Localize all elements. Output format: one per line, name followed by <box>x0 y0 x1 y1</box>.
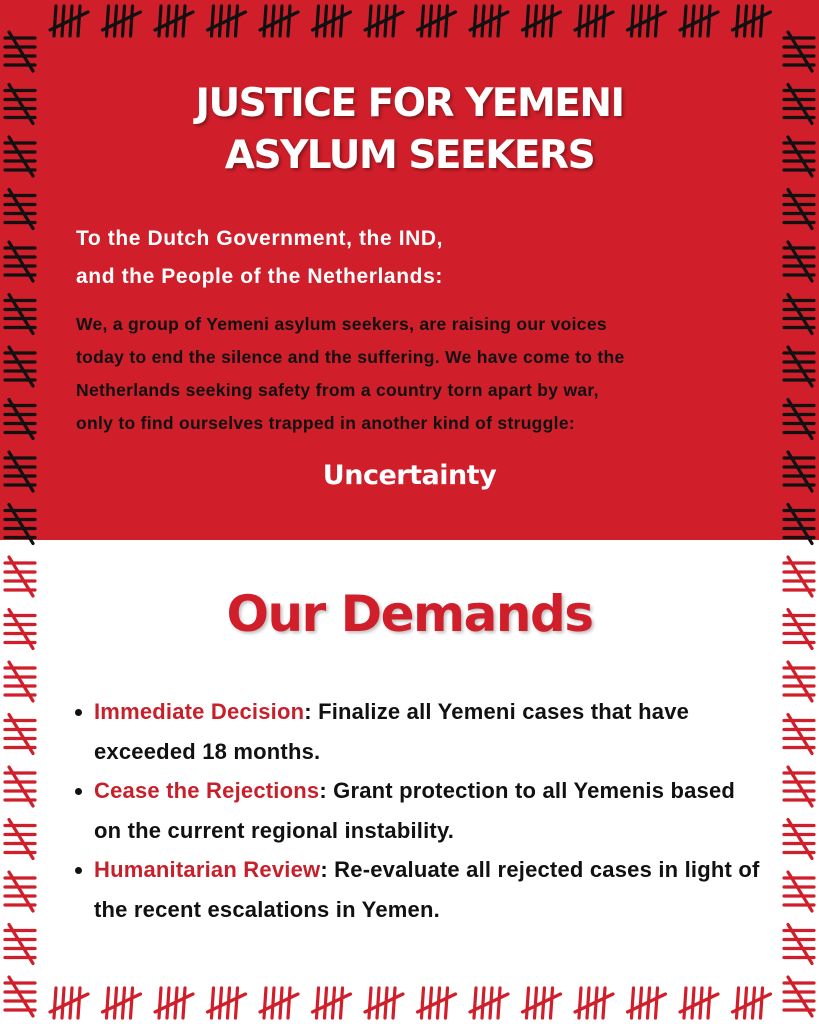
tally-mark-group <box>784 662 814 701</box>
tally-mark-group <box>680 988 718 1018</box>
tally-mark-group <box>784 872 814 911</box>
demand-label: Cease the Rejections <box>94 778 320 803</box>
tally-mark-group <box>784 925 814 964</box>
tally-mark-group <box>103 6 141 36</box>
tally-mark-group <box>784 715 814 754</box>
intro-line: Netherlands seeking safety from a country torn apart by war, <box>76 380 599 400</box>
tally-mark-group <box>784 242 814 281</box>
tally-mark-group <box>628 6 666 36</box>
salutation <box>76 220 443 296</box>
tally-mark-group <box>575 6 613 36</box>
demand-label: Humanitarian Review <box>94 857 321 882</box>
tally-mark-group <box>5 925 35 964</box>
tally-mark-group <box>5 347 35 386</box>
tally-mark-group <box>523 988 561 1018</box>
tally-mark-group <box>628 988 666 1018</box>
tally-mark-group <box>155 6 193 36</box>
tally-mark-group <box>680 6 718 36</box>
tally-mark-group <box>208 6 246 36</box>
emphasis-word: Uncertainty <box>322 460 497 491</box>
tally-mark-group <box>5 820 35 859</box>
demands-heading: Our Demands <box>226 585 593 643</box>
demand-item <box>75 850 765 929</box>
tally-mark-group <box>5 715 35 754</box>
tally-mark-group <box>5 400 35 439</box>
tally-mark-group <box>733 6 771 36</box>
tally-mark-group <box>103 988 141 1018</box>
demand-text: : Finalize all Yemeni cases that have exceeded 18 months. <box>94 699 690 764</box>
tally-mark-group <box>5 505 35 544</box>
tally-mark-group <box>784 767 814 806</box>
tally-mark-group <box>784 505 814 544</box>
tally-mark-group <box>365 988 403 1018</box>
tally-mark-group <box>5 977 35 1016</box>
tally-mark-group <box>155 988 193 1018</box>
intro-line: today to end the silence and the suffering. We have come to the <box>76 347 625 367</box>
bullet-icon <box>75 788 82 795</box>
tally-mark-group <box>5 242 35 281</box>
intro-line: We, a group of Yemeni asylum seekers, are raising our voices <box>76 314 607 334</box>
tally-mark-group <box>313 6 351 36</box>
tally-mark-group <box>260 6 298 36</box>
intro-paragraph <box>76 308 766 440</box>
salutation-line: To the Dutch Government, the IND, <box>76 227 444 250</box>
tally-mark-group <box>50 6 88 36</box>
demand-item <box>75 771 765 850</box>
tally-mark-group <box>784 190 814 229</box>
tally-mark-group <box>5 32 35 71</box>
demand-text: : Grant protection to all Yemenis based on the current regional instability. <box>94 778 736 843</box>
tally-mark-group <box>50 988 88 1018</box>
demand-text: : Re-evaluate all rejected cases in light of the recent escalations in Yemen. <box>94 857 760 922</box>
tally-mark-group <box>575 988 613 1018</box>
tally-mark-group <box>523 6 561 36</box>
tally-mark-group <box>784 820 814 859</box>
demands-list <box>75 692 765 929</box>
bullet-icon <box>75 709 82 716</box>
intro-line: only to find ourselves trapped in another kind of struggle: <box>76 413 575 433</box>
tally-mark-group <box>208 988 246 1018</box>
tally-mark-group <box>784 32 814 71</box>
tally-mark-group <box>5 767 35 806</box>
tally-mark-group <box>5 190 35 229</box>
tally-mark-group <box>470 988 508 1018</box>
tally-mark-group <box>365 6 403 36</box>
tally-mark-group <box>313 988 351 1018</box>
demand-label: Immediate Decision <box>94 699 305 724</box>
tally-mark-group <box>784 347 814 386</box>
title-line: JUSTICE FOR YEMENI <box>195 81 624 126</box>
tally-mark-group <box>5 662 35 701</box>
salutation-line: and the People of the Netherlands: <box>76 265 443 288</box>
tally-mark-group <box>784 977 814 1016</box>
tally-mark-group <box>260 988 298 1018</box>
tally-mark-group <box>5 295 35 334</box>
tally-mark-group <box>784 295 814 334</box>
tally-mark-group <box>470 6 508 36</box>
demand-item <box>75 692 765 771</box>
bullet-icon <box>75 867 82 874</box>
poster-title <box>0 78 819 182</box>
tally-mark-group <box>418 988 456 1018</box>
title-line: ASYLUM SEEKERS <box>224 133 595 178</box>
tally-mark-group <box>418 6 456 36</box>
tally-mark-group <box>733 988 771 1018</box>
tally-mark-group <box>5 872 35 911</box>
tally-mark-group <box>784 400 814 439</box>
